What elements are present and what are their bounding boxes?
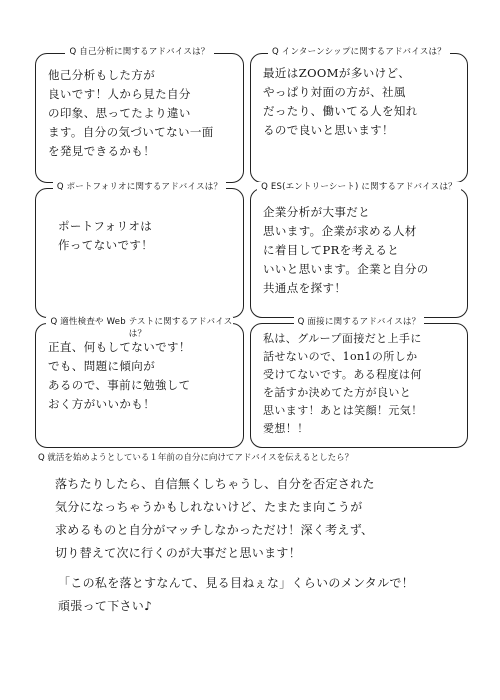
question-label: Q 適性検査や Web テストに関するアドバイスは？ (46, 317, 232, 339)
question-label: Q インターンシップに関するアドバイスは？ (268, 47, 450, 57)
question-label: Q 自己分析に関するアドバイスは？ (65, 47, 213, 57)
final-answer: 落ちたりしたら、自信無くしちゃうし、自分を否定された 気分になっちゃうかもしれないけど、たまたま向こうが 求めるものと自分がマッチしなかっただけ！深く考えず、 切り替えて次に行くのが大事だと思います！ (55, 477, 375, 560)
answer-text: 企業分析が大事だと 思います。企業が求める人材 に着目してPRを考えると いいと思います。企業と自分の 共通点を探す！ (263, 205, 429, 295)
aptitude-test-card (35, 317, 244, 448)
question-label: Q ES(エントリーシート) に関するアドバイスは？ (257, 182, 461, 192)
final-question: Q 就活を始めようとしている１年前の自分に向けてアドバイスを伝えるとしたら？ (38, 453, 354, 463)
portfolio-card (35, 182, 244, 318)
answer-text: 正直、何もしてないです！ でも、問題に傾向が あるので、事前に勉強して おく方がいいかも！ (48, 340, 191, 411)
internship-card (250, 47, 468, 183)
self-analysis-card (35, 47, 244, 183)
answer-text: ポートフォリオは 作ってないです！ (58, 219, 154, 252)
final-answer-closing: 「この私を落とすなんて、見る目ねぇな」くらいのメンタルで！ 頑張って下さい♪ (58, 576, 414, 613)
answer-text: 私は、グループ面接だと上手に 話せないので、1on1の所しか 受けてないです。ある程度は何 を話すか決めてた方が良いと 思います！あとは笑顔！元気！ 愛想！！ (263, 332, 423, 435)
answer-text: 最近はZOOMが多いけど、 やっぱり対面の方が、社風 だったり、働いてる人を知れ るので良いと思います！ (263, 66, 418, 137)
question-label: Q ポートフォリオに関するアドバイスは？ (53, 182, 226, 192)
entry-sheet-card (250, 182, 468, 318)
question-label: Q 面接に関するアドバイスは？ (294, 317, 425, 327)
answer-text: 他己分析もした方が 良いです！人から見た自分 の印象、思ってたより違い ます。自分の気づいてない一面 を発見できるかも！ (48, 68, 214, 158)
interview-card (250, 317, 468, 448)
